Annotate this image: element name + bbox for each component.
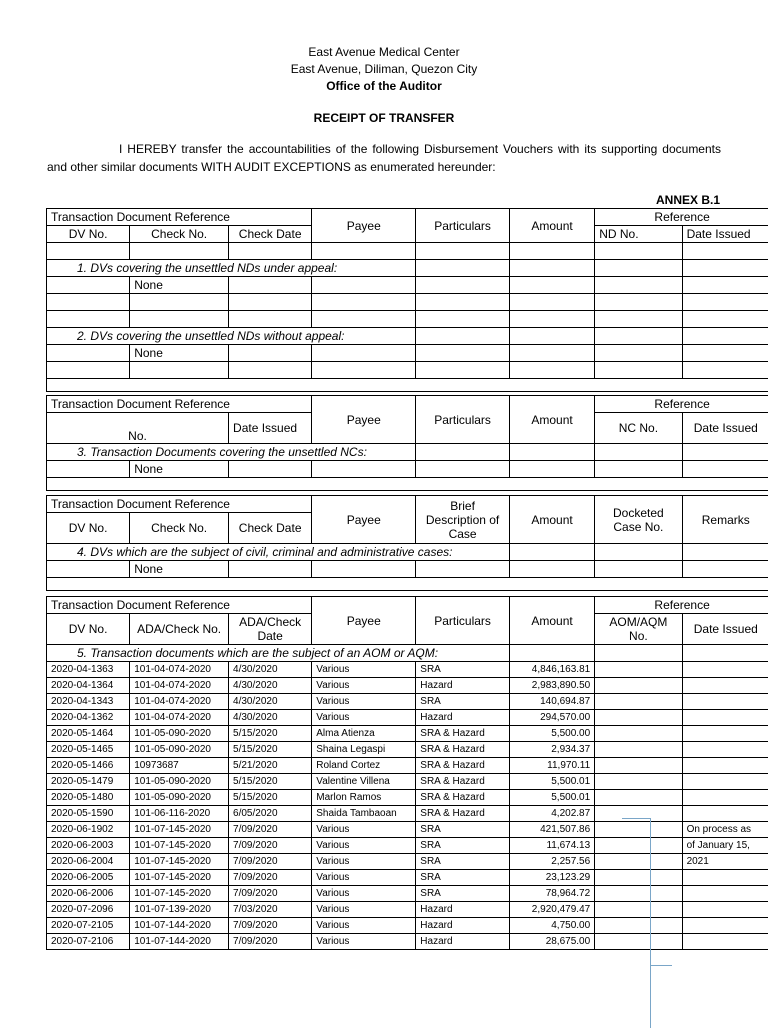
cell-dv-no: 2020-06-2004 <box>47 854 130 870</box>
cell-date-issued: of January 15, <box>682 838 768 854</box>
cell-ada-check-no: 101-07-145-2020 <box>130 822 229 838</box>
table-row <box>47 918 768 934</box>
cell-ada-check-date: 7/09/2020 <box>229 934 312 950</box>
cell-ada-check-date: 4/30/2020 <box>229 710 312 726</box>
cell-ada-check-no: 101-07-145-2020 <box>130 854 229 870</box>
cell-ada-check-date: 4/30/2020 <box>229 662 312 678</box>
cell-payee: Various <box>312 710 416 726</box>
cell-dv-no: 2020-07-2106 <box>47 934 130 950</box>
cell-ada-check-date: 7/09/2020 <box>229 870 312 886</box>
col-particulars: Particulars <box>416 209 510 243</box>
cell-aom-no <box>595 886 682 902</box>
cell-dv-no: 2020-05-1466 <box>47 758 130 774</box>
cell-ada-check-no: 101-06-116-2020 <box>130 806 229 822</box>
section-4-title: 4. DVs which are the subject of civil, criminal and administrative cases: <box>47 544 510 561</box>
table-row <box>47 662 768 678</box>
cell-ada-check-no: 101-05-090-2020 <box>130 742 229 758</box>
cell-aom-no <box>595 662 682 678</box>
cell-date-issued <box>682 790 768 806</box>
cell-ada-check-no: 101-04-074-2020 <box>130 662 229 678</box>
cell-dv-no: 2020-04-1364 <box>47 678 130 694</box>
cell-particulars: SRA & Hazard <box>416 758 510 774</box>
table-row <box>47 870 768 886</box>
annotation-line <box>622 818 650 819</box>
cell-aom-no <box>595 806 682 822</box>
cell-aom-no <box>595 918 682 934</box>
cell-payee: Roland Cortez <box>312 758 416 774</box>
cell-ada-check-date: 6/05/2020 <box>229 806 312 822</box>
cell-date-issued <box>682 902 768 918</box>
cell-date-issued <box>682 870 768 886</box>
cell-payee: Various <box>312 822 416 838</box>
cell-particulars: SRA <box>416 822 510 838</box>
cell-ada-check-date: 5/15/2020 <box>229 774 312 790</box>
cell-date-issued <box>682 662 768 678</box>
col-amount: Amount <box>509 209 594 243</box>
cell-payee: Various <box>312 934 416 950</box>
cell-dv-no: 2020-05-1479 <box>47 774 130 790</box>
cell-ada-check-no: 101-05-090-2020 <box>130 726 229 742</box>
cell-particulars: SRA & Hazard <box>416 790 510 806</box>
cell-amount: 2,920,479.47 <box>509 902 594 918</box>
org-name: East Avenue Medical Center <box>0 44 768 61</box>
cell-dv-no: 2020-06-2006 <box>47 886 130 902</box>
table-row <box>47 710 768 726</box>
col-check-date: Check Date <box>229 226 312 243</box>
table-row <box>47 758 768 774</box>
cell-ada-check-date: 5/15/2020 <box>229 790 312 806</box>
section-5-title: 5. Transaction documents which are the subject of an AOM or AQM: <box>47 645 510 662</box>
cell-dv-no: 2020-05-1480 <box>47 790 130 806</box>
col-docketed-case-no: Docketed Case No. <box>595 496 682 544</box>
col-check-no: Check No. <box>130 226 229 243</box>
cell-aom-no <box>595 710 682 726</box>
cell-aom-no <box>595 726 682 742</box>
none-label: None <box>130 277 229 294</box>
col-date-issued-ref: Date Issued <box>682 413 768 444</box>
cell-dv-no: 2020-04-1362 <box>47 710 130 726</box>
table-row <box>47 854 768 870</box>
cell-aom-no <box>595 758 682 774</box>
cell-particulars: SRA <box>416 854 510 870</box>
table-cases <box>46 495 768 591</box>
section-2-title: 2. DVs covering the unsettled NDs without appeal: <box>47 328 416 345</box>
cell-dv-no: 2020-04-1363 <box>47 662 130 678</box>
cell-particulars: SRA <box>416 886 510 902</box>
cell-particulars: SRA & Hazard <box>416 742 510 758</box>
table-row <box>47 934 768 950</box>
col-nc-no: NC No. <box>595 413 682 444</box>
col-aom-aqm-no: AOM/AQM No. <box>595 614 682 645</box>
cell-ada-check-no: 101-07-144-2020 <box>130 918 229 934</box>
table-row <box>47 726 768 742</box>
section-3-title: 3. Transaction Documents covering the unsettled NCs: <box>47 444 416 461</box>
cell-dv-no: 2020-06-1902 <box>47 822 130 838</box>
cell-payee: Various <box>312 854 416 870</box>
cell-amount: 421,507.86 <box>509 822 594 838</box>
cell-payee: Valentine Villena <box>312 774 416 790</box>
cell-date-issued <box>682 934 768 950</box>
cell-ada-check-date: 7/09/2020 <box>229 886 312 902</box>
cell-date-issued <box>682 774 768 790</box>
cell-particulars: SRA <box>416 870 510 886</box>
cell-ada-check-no: 10973687 <box>130 758 229 774</box>
group-header: Transaction Document Reference <box>47 396 312 413</box>
cell-amount: 140,694.87 <box>509 694 594 710</box>
annotation-line <box>650 965 672 966</box>
cell-ada-check-no: 101-07-145-2020 <box>130 870 229 886</box>
cell-ada-check-no: 101-04-074-2020 <box>130 710 229 726</box>
cell-aom-no <box>595 694 682 710</box>
cell-particulars: Hazard <box>416 902 510 918</box>
cell-ada-check-date: 7/09/2020 <box>229 838 312 854</box>
none-label: None <box>130 561 229 578</box>
col-brief-description: Brief Description of Case <box>416 496 510 544</box>
cell-amount: 2,257.56 <box>509 854 594 870</box>
cell-ada-check-date: 5/15/2020 <box>229 742 312 758</box>
cell-payee: Various <box>312 918 416 934</box>
cell-amount: 4,750.00 <box>509 918 594 934</box>
col-payee: Payee <box>312 396 416 444</box>
group-header: Transaction Document Reference <box>47 597 312 614</box>
cell-particulars: Hazard <box>416 678 510 694</box>
cell-date-issued <box>682 742 768 758</box>
cell-date-issued <box>682 918 768 934</box>
cell-ada-check-date: 4/30/2020 <box>229 694 312 710</box>
cell-amount: 294,570.00 <box>509 710 594 726</box>
cell-aom-no <box>595 822 682 838</box>
col-particulars: Particulars <box>416 396 510 444</box>
cell-particulars: SRA & Hazard <box>416 726 510 742</box>
cell-date-issued <box>682 758 768 774</box>
cell-dv-no: 2020-07-2096 <box>47 902 130 918</box>
group-header: Transaction Document Reference <box>47 209 312 226</box>
col-no: No. <box>47 413 229 444</box>
cell-amount: 2,934.37 <box>509 742 594 758</box>
table-row <box>47 678 768 694</box>
col-dv-no: DV No. <box>47 614 130 645</box>
cell-payee: Shaina Legaspi <box>312 742 416 758</box>
table-row <box>47 742 768 758</box>
cell-dv-no: 2020-04-1343 <box>47 694 130 710</box>
cell-amount: 4,202.87 <box>509 806 594 822</box>
cell-ada-check-no: 101-05-090-2020 <box>130 790 229 806</box>
cell-payee: Various <box>312 902 416 918</box>
cell-aom-no <box>595 838 682 854</box>
cell-aom-no <box>595 742 682 758</box>
cell-ada-check-no: 101-07-145-2020 <box>130 838 229 854</box>
col-dv-no: DV No. <box>47 513 130 544</box>
col-check-date: Check Date <box>229 513 312 544</box>
cell-amount: 11,970.11 <box>509 758 594 774</box>
cell-dv-no: 2020-06-2005 <box>47 870 130 886</box>
cell-payee: Various <box>312 694 416 710</box>
cell-particulars: SRA <box>416 662 510 678</box>
col-ada-check-no: ADA/Check No. <box>130 614 229 645</box>
cell-particulars: SRA & Hazard <box>416 774 510 790</box>
cell-particulars: Hazard <box>416 918 510 934</box>
document-title: RECEIPT OF TRANSFER <box>0 110 768 127</box>
org-address: East Avenue, Diliman, Quezon City <box>0 61 768 78</box>
cell-ada-check-no: 101-07-145-2020 <box>130 886 229 902</box>
col-payee: Payee <box>312 597 416 645</box>
col-dv-no: DV No. <box>47 226 130 243</box>
cell-amount: 11,674.13 <box>509 838 594 854</box>
cell-date-issued <box>682 886 768 902</box>
none-label: None <box>130 345 229 362</box>
cell-aom-no <box>595 934 682 950</box>
cell-aom-no <box>595 790 682 806</box>
table-row <box>47 838 768 854</box>
cell-aom-no <box>595 854 682 870</box>
cell-aom-no <box>595 902 682 918</box>
col-nd-no: ND No. <box>595 226 682 243</box>
cell-dv-no: 2020-05-1590 <box>47 806 130 822</box>
col-date-issued: Date Issued <box>682 226 768 243</box>
cell-date-issued <box>682 726 768 742</box>
cell-payee: Shaida Tambaoan <box>312 806 416 822</box>
table-nds <box>46 208 768 392</box>
cell-dv-no: 2020-05-1465 <box>47 742 130 758</box>
reference-header: Reference <box>595 396 768 413</box>
table-row <box>47 886 768 902</box>
cell-amount: 2,983,890.50 <box>509 678 594 694</box>
col-date-issued: Date Issued <box>229 413 312 444</box>
cell-date-issued <box>682 694 768 710</box>
cell-ada-check-date: 5/15/2020 <box>229 726 312 742</box>
cell-dv-no: 2020-06-2003 <box>47 838 130 854</box>
cell-ada-check-date: 5/21/2020 <box>229 758 312 774</box>
section-1-title: 1. DVs covering the unsettled NDs under appeal: <box>47 260 416 277</box>
cell-amount: 5,500.01 <box>509 790 594 806</box>
cell-particulars: SRA & Hazard <box>416 806 510 822</box>
cell-particulars: SRA <box>416 694 510 710</box>
cell-date-issued: On process as <box>682 822 768 838</box>
cell-ada-check-no: 101-04-074-2020 <box>130 694 229 710</box>
cell-payee: Various <box>312 870 416 886</box>
table-row <box>47 806 768 822</box>
table-ncs <box>46 395 768 491</box>
reference-header: Reference <box>595 209 768 226</box>
cell-payee: Various <box>312 678 416 694</box>
cell-dv-no: 2020-07-2105 <box>47 918 130 934</box>
cell-particulars: SRA <box>416 838 510 854</box>
office-name: Office of the Auditor <box>0 78 768 95</box>
col-amount: Amount <box>509 597 594 645</box>
col-date-issued: Date Issued <box>682 614 768 645</box>
cell-amount: 4,846,163.81 <box>509 662 594 678</box>
col-particulars: Particulars <box>416 597 510 645</box>
col-amount: Amount <box>509 496 594 544</box>
cell-aom-no <box>595 870 682 886</box>
cell-amount: 5,500.00 <box>509 726 594 742</box>
cell-date-issued <box>682 710 768 726</box>
table-row <box>47 694 768 710</box>
cell-ada-check-date: 7/09/2020 <box>229 822 312 838</box>
cell-particulars: Hazard <box>416 710 510 726</box>
col-remarks: Remarks <box>682 496 768 544</box>
table-aom <box>46 596 768 950</box>
cell-aom-no <box>595 774 682 790</box>
none-label: None <box>130 461 229 478</box>
annotation-line <box>650 818 651 1028</box>
table-row <box>47 902 768 918</box>
table-row <box>47 774 768 790</box>
table-row <box>47 790 768 806</box>
cell-payee: Marlon Ramos <box>312 790 416 806</box>
cell-payee: Alma Atienza <box>312 726 416 742</box>
group-header: Transaction Document Reference <box>47 496 312 513</box>
col-payee: Payee <box>312 209 416 243</box>
col-check-no: Check No. <box>130 513 229 544</box>
cell-ada-check-date: 7/09/2020 <box>229 918 312 934</box>
cell-particulars: Hazard <box>416 934 510 950</box>
cell-payee: Various <box>312 886 416 902</box>
cell-ada-check-no: 101-07-139-2020 <box>130 902 229 918</box>
cell-ada-check-no: 101-07-144-2020 <box>130 934 229 950</box>
cell-aom-no <box>595 678 682 694</box>
cell-amount: 5,500.01 <box>509 774 594 790</box>
cell-payee: Various <box>312 662 416 678</box>
reference-header: Reference <box>595 597 768 614</box>
col-payee: Payee <box>312 496 416 544</box>
annex-label: ANNEX B.1 <box>656 193 720 207</box>
cell-amount: 23,123.29 <box>509 870 594 886</box>
cell-amount: 28,675.00 <box>509 934 594 950</box>
cell-ada-check-no: 101-04-074-2020 <box>130 678 229 694</box>
cell-ada-check-date: 7/09/2020 <box>229 854 312 870</box>
table-row <box>47 822 768 838</box>
intro-paragraph: I HEREBY transfer the accountabilities of the following Disbursement Vouchers with its supporting documents and other similar documents WITH AUDIT EXCEPTIONS as enumerated hereunder: <box>47 140 721 176</box>
col-amount: Amount <box>509 396 594 444</box>
cell-amount: 78,964.72 <box>509 886 594 902</box>
cell-ada-check-date: 4/30/2020 <box>229 678 312 694</box>
col-ada-check-date: ADA/Check Date <box>229 614 312 645</box>
cell-date-issued <box>682 806 768 822</box>
cell-ada-check-no: 101-05-090-2020 <box>130 774 229 790</box>
cell-date-issued <box>682 678 768 694</box>
cell-date-issued: 2021 <box>682 854 768 870</box>
cell-ada-check-date: 7/03/2020 <box>229 902 312 918</box>
cell-payee: Various <box>312 838 416 854</box>
cell-dv-no: 2020-05-1464 <box>47 726 130 742</box>
